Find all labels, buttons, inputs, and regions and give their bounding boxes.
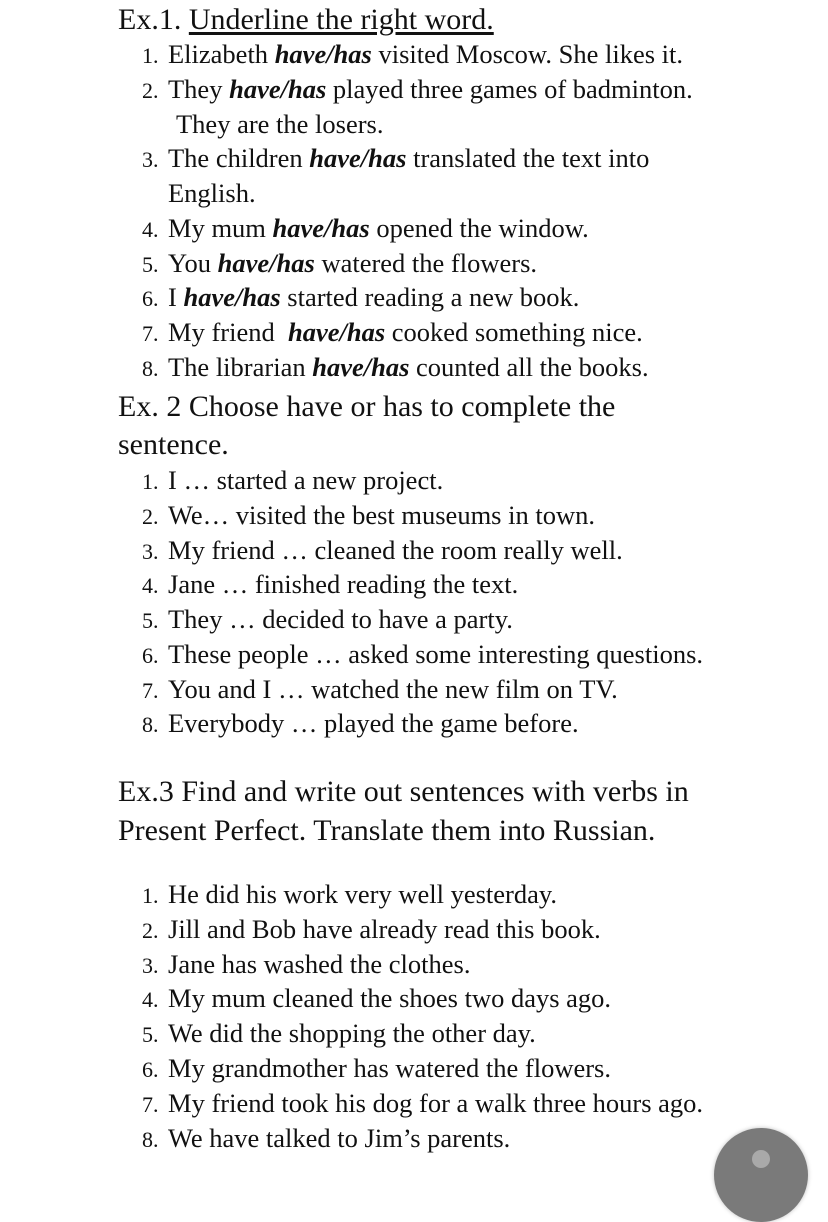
- item-text: They … decided to have a party.: [168, 604, 513, 634]
- ex1-item-2: [142, 72, 693, 139]
- item-number: 7.: [142, 321, 159, 346]
- item-number: 1.: [142, 883, 159, 908]
- item-text-after: translated the text into: [406, 143, 650, 173]
- ex1-item-1: [142, 37, 683, 73]
- item-text: My friend took his dog for a walk three hours ago.: [168, 1088, 704, 1118]
- ex1-prefix: Ex.1.: [118, 3, 189, 36]
- item-number: 4.: [142, 573, 159, 598]
- item-text-after: opened the window.: [369, 213, 589, 243]
- item-continuation: They are the losers.: [176, 109, 384, 139]
- item-text-before: Elizabeth: [168, 39, 275, 69]
- choice-word: have/has: [309, 143, 407, 173]
- ex1-item-7: [142, 315, 643, 351]
- item-text: Jill and Bob have already read this book.: [168, 914, 601, 944]
- item-text-before: My mum: [168, 213, 273, 243]
- item-text: We have talked to Jim’s parents.: [168, 1123, 511, 1153]
- item-number: 8.: [142, 1127, 159, 1152]
- item-number: 8.: [142, 356, 159, 381]
- ex3-item-8: [142, 1121, 510, 1157]
- ex3-item-3: [142, 947, 470, 983]
- item-text-after: played three games of badminton.: [326, 74, 693, 104]
- ex1-item-3: [142, 141, 650, 208]
- ex1-item-5: [142, 246, 537, 282]
- choice-word: have/has: [229, 74, 327, 104]
- item-number: 1.: [142, 43, 159, 68]
- item-number: 4.: [142, 217, 159, 242]
- ex3-heading-line1: Ex.3 Find and write out sentences with verbs in: [118, 775, 689, 808]
- item-text: You and I … watched the new film on TV.: [168, 674, 618, 704]
- item-text-before: I: [168, 282, 184, 312]
- item-text-before: They: [168, 74, 230, 104]
- item-number: 6.: [142, 643, 159, 668]
- item-text: We… visited the best museums in town.: [168, 500, 595, 530]
- item-continuation: English.: [168, 178, 256, 208]
- item-text: Everybody … played the game before.: [168, 708, 579, 738]
- item-text-after: counted all the books.: [409, 352, 649, 382]
- item-number: 7.: [142, 1092, 159, 1117]
- item-text-before: You: [168, 248, 218, 278]
- item-text: Jane has washed the clothes.: [168, 949, 471, 979]
- ex1-item-8: [142, 350, 649, 386]
- ex3-heading-line2: Present Perfect. Translate them into Russian.: [118, 814, 656, 847]
- choice-word: have/has: [312, 352, 410, 382]
- item-text-before: The children: [168, 143, 310, 173]
- item-number: 5.: [142, 608, 159, 633]
- item-text: We did the shopping the other day.: [168, 1018, 536, 1048]
- ex3-item-5: [142, 1016, 536, 1052]
- item-number: 7.: [142, 678, 159, 703]
- ex2-item-6: [142, 637, 703, 673]
- choice-word: have/has: [287, 317, 386, 347]
- ex1-title: Underline the right word.: [188, 3, 494, 36]
- item-number: 2.: [142, 918, 159, 943]
- item-text-after: watered the flowers.: [314, 248, 538, 278]
- item-text: My mum cleaned the shoes two days ago.: [168, 983, 612, 1013]
- item-number: 6.: [142, 1057, 159, 1082]
- item-number: 5.: [142, 1022, 159, 1047]
- item-number: 5.: [142, 252, 159, 277]
- ex2-item-4: [142, 567, 518, 603]
- item-number: 2.: [142, 504, 159, 529]
- ex2-item-5: [142, 602, 513, 638]
- ex2-item-1: [142, 463, 443, 499]
- choice-word: have/has: [217, 248, 315, 278]
- item-text-after: visited Moscow. She likes it.: [371, 39, 683, 69]
- item-number: 3.: [142, 539, 159, 564]
- item-text-before: My friend: [168, 317, 288, 347]
- item-text: These people … asked some interesting questions.: [168, 639, 704, 669]
- ex3-item-2: [142, 912, 601, 948]
- ex2-heading-line1: Ex. 2 Choose have or has to complete the: [118, 390, 616, 423]
- ex1-heading: [118, 0, 494, 39]
- item-text-after: started reading a new book.: [280, 282, 580, 312]
- ex3-item-1: [142, 877, 557, 913]
- item-text-after: cooked something nice.: [385, 317, 643, 347]
- ex2-item-3: [142, 533, 623, 569]
- choice-word: have/has: [272, 213, 370, 243]
- item-text: My grandmother has watered the flowers.: [168, 1053, 611, 1083]
- item-number: 8.: [142, 712, 159, 737]
- item-number: 6.: [142, 286, 159, 311]
- item-text: I … started a new project.: [168, 465, 444, 495]
- item-number: 2.: [142, 78, 159, 103]
- item-number: 3.: [142, 953, 159, 978]
- ex2-item-2: [142, 498, 595, 534]
- item-text: My friend … cleaned the room really well.: [168, 535, 623, 565]
- item-text: Jane … finished reading the text.: [168, 569, 519, 599]
- item-number: 1.: [142, 469, 159, 494]
- item-number: 3.: [142, 147, 159, 172]
- item-text-before: The librarian: [168, 352, 313, 382]
- ex3-item-6: [142, 1051, 611, 1087]
- ex3-item-4: [142, 981, 611, 1017]
- ex2-heading-line2: sentence.: [118, 428, 229, 461]
- choice-word: have/has: [183, 282, 281, 312]
- ex1-item-4: [142, 211, 589, 247]
- ex3-item-7: [142, 1086, 703, 1122]
- item-text: He did his work very well yesterday.: [168, 879, 558, 909]
- item-number: 4.: [142, 987, 159, 1012]
- ex2-item-8: [142, 706, 579, 742]
- floating-action-button[interactable]: [714, 1128, 808, 1222]
- ex1-item-6: [142, 280, 579, 316]
- ex2-item-7: [142, 672, 618, 708]
- action-icon: [752, 1150, 770, 1168]
- choice-word: have/has: [274, 39, 372, 69]
